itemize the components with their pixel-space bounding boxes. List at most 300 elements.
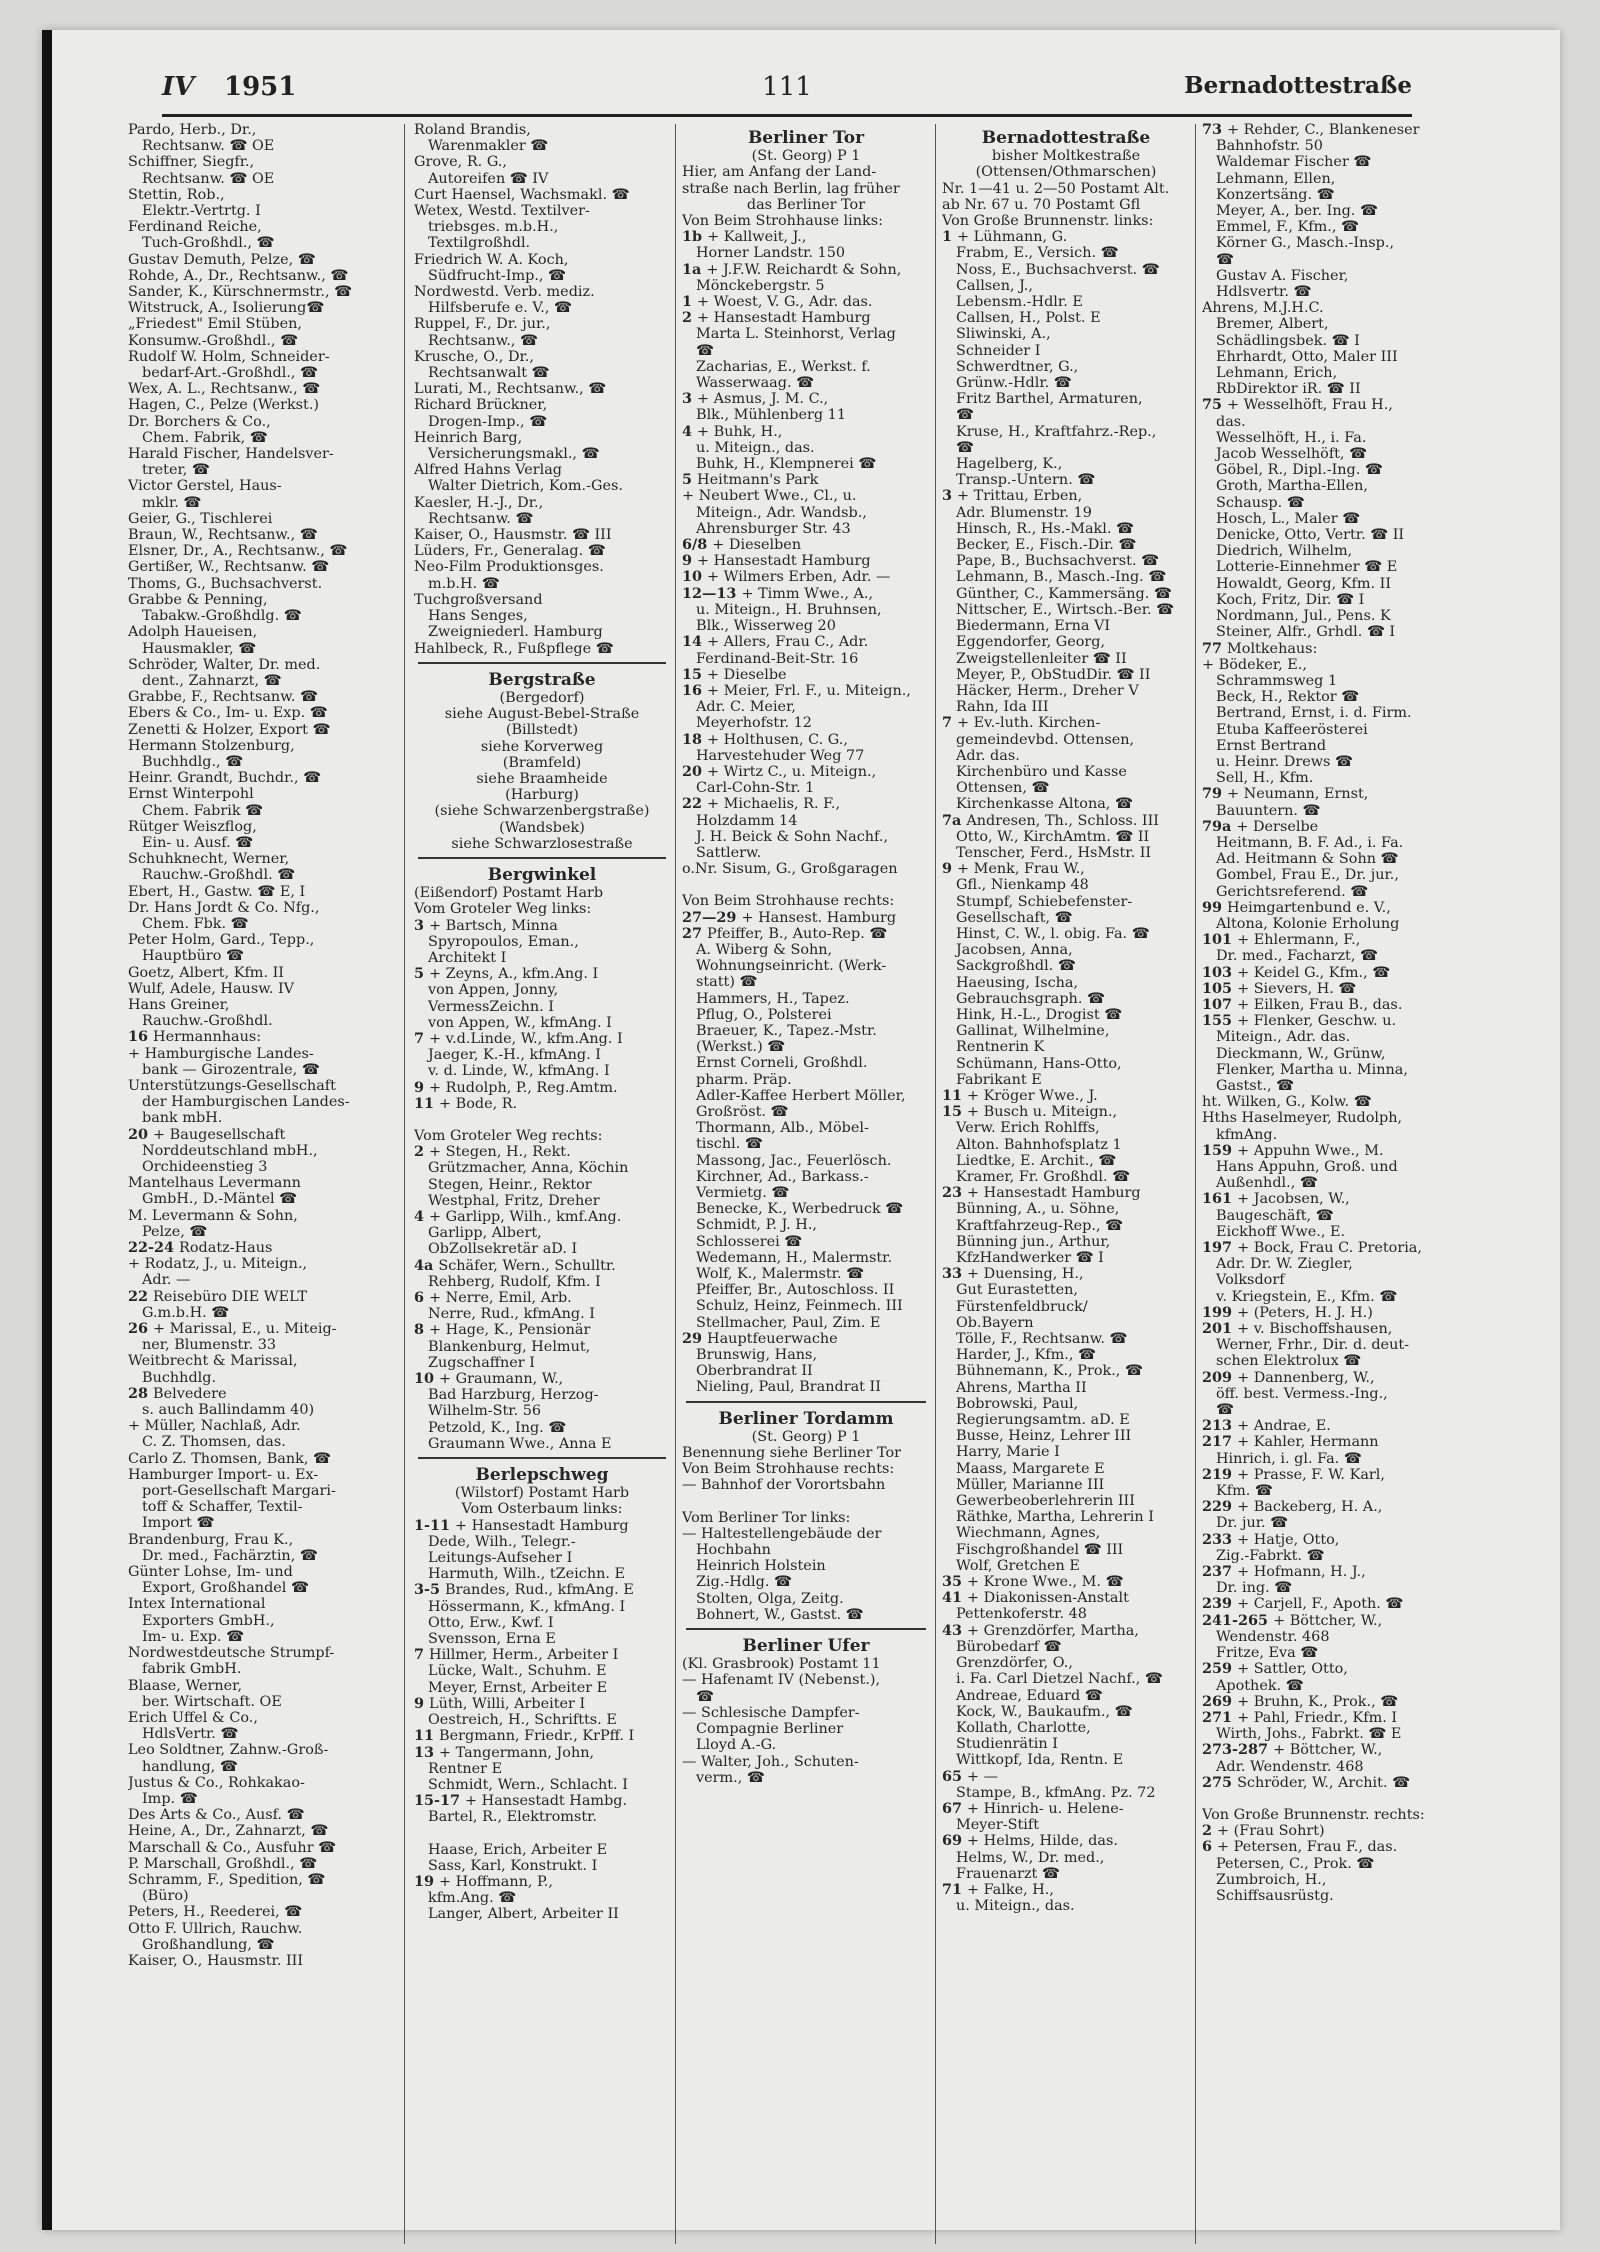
entry-continuation: Kramer, Fr. Großhdl. ☎ xyxy=(956,1169,1131,1185)
entry-continuation: Oberbrandrat II xyxy=(696,1363,813,1380)
entry-continuation: Thormann, Alb., Möbel- xyxy=(696,1120,869,1137)
house-number: 16 xyxy=(128,1029,154,1046)
house-number: 3 xyxy=(414,917,430,934)
entry-continuation: Kollath, Charlotte, xyxy=(956,1719,1091,1736)
directory-entry: Vom Berliner Tor links: xyxy=(682,1509,851,1526)
house-number-entry xyxy=(414,966,670,982)
entry-continuation: Zugschaffner I xyxy=(428,1354,535,1371)
street-subline: siehe Korverweg xyxy=(480,738,604,755)
entry-text: + Graumann, W., xyxy=(439,1371,564,1388)
section-rule xyxy=(418,662,666,664)
house-number: 197 xyxy=(1202,1240,1238,1257)
entry-continuation: Harry, Marie I xyxy=(956,1444,1060,1461)
entry-continuation: Schmidt, P. J. H., xyxy=(696,1217,817,1234)
directory-entry: Leo Soldtner, Zahnw.-Groß- xyxy=(128,1742,329,1759)
entry-continuation: u. Heinr. Drews ☎ xyxy=(1216,753,1353,770)
directory-entry: Nordwestd. Verb. mediz. xyxy=(414,284,595,301)
entry-continuation: Wendenstr. 468 xyxy=(1216,1628,1330,1645)
directory-entry: Grabbe & Penning, xyxy=(128,591,268,608)
directory-entry: + Hamburgische Landes- xyxy=(128,1045,314,1062)
house-number: 16 xyxy=(682,682,708,699)
street-subline: siehe Braamheide xyxy=(476,770,608,787)
house-number-entry xyxy=(1202,932,1452,948)
entry-continuation: Hagelberg, K., xyxy=(956,456,1063,473)
entry-continuation: Mönckebergstr. 5 xyxy=(696,277,825,294)
directory-entry: Witstruck, A., Isolierung☎ xyxy=(128,300,325,317)
house-number-entry xyxy=(1202,122,1452,138)
entry-continuation: m.b.H. ☎ xyxy=(428,575,500,592)
entry-text: + Hansest. Hamburg xyxy=(741,909,897,926)
entry-text: + Kröger Wwe., J. xyxy=(967,1087,1098,1104)
directory-entry: Dr. Hans Jordt & Co. Nfg., xyxy=(128,899,320,916)
entry-continuation: Orchideenstieg 3 xyxy=(142,1159,268,1175)
entry-text: + Bartsch, Minna xyxy=(429,917,558,934)
entry-continuation: Versicherungsmakl., ☎ xyxy=(428,446,600,463)
entry-continuation: Vermietg. ☎ xyxy=(696,1185,790,1201)
entry-continuation: Adr. — xyxy=(142,1272,191,1289)
house-number: 2 xyxy=(682,310,698,327)
house-number-entry xyxy=(942,861,1190,877)
directory-entry: Peters, H., Reederei, ☎ xyxy=(128,1904,303,1921)
column-3 xyxy=(682,122,930,2252)
entry-continuation: Ad. Heitmann & Sohn ☎ xyxy=(1216,851,1399,868)
entry-text: + Prasse, F. W. Karl, xyxy=(1237,1466,1385,1483)
entry-continuation: Chem. Fbk. ☎ xyxy=(142,915,249,932)
entry-continuation: Langer, Albert, Arbeiter II xyxy=(428,1906,619,1923)
entry-continuation: Hinsch, R., Hs.-Makl. ☎ xyxy=(956,520,1134,537)
entry-continuation: Adr. C. Meier, xyxy=(696,699,796,716)
entry-continuation: KfzHandwerker ☎ I xyxy=(956,1250,1104,1267)
house-number: 27—29 xyxy=(682,909,742,926)
directory-entry: Grabbe, F., Rechtsanw. ☎ xyxy=(128,689,318,706)
directory-entry: Krusche, O., Dr., xyxy=(414,348,534,365)
entry-text: + J.F.W. Reichardt & Sohn, xyxy=(706,261,902,278)
entry-continuation: Tenscher, Ferd., HsMstr. II xyxy=(956,844,1152,861)
directory-entry: Konsumw.-Großhdl., ☎ xyxy=(128,332,299,349)
entry-continuation: Benecke, K., Werbedruck ☎ xyxy=(696,1201,904,1218)
entry-continuation: Miteign., Adr. Wandsb., xyxy=(696,504,867,521)
entry-continuation: Buhk, H., Klempnerei ☎ xyxy=(696,456,877,473)
directory-entry: Stettin, Rob., xyxy=(128,186,225,203)
directory-entry: Brandenburg, Frau K., xyxy=(128,1531,294,1548)
house-number: 239 xyxy=(1202,1596,1238,1613)
entry-text: Heimgartenbund e. V., xyxy=(1227,899,1391,916)
street-subline: siehe August-Bebel-Straße xyxy=(444,706,640,723)
house-number-entry xyxy=(128,1127,398,1143)
entry-continuation: Rechtsanw. ☎ OE xyxy=(142,170,275,187)
entry-continuation: Tölle, F., Rechtsanw. ☎ xyxy=(956,1331,1128,1348)
entry-continuation: Zig.-Fabrkt. ☎ xyxy=(1216,1547,1325,1564)
entry-continuation: Adler-Kaffee Herbert Möller, xyxy=(696,1087,906,1104)
house-number: 18 xyxy=(682,731,708,748)
house-number: 3-5 xyxy=(414,1582,446,1599)
directory-entry: Hier, am Anfang der Land- xyxy=(682,164,877,181)
house-number-entry xyxy=(1202,900,1452,916)
entry-continuation: Adr. Dr. W. Ziegler, xyxy=(1216,1256,1353,1273)
entry-continuation: Großröst. ☎ xyxy=(696,1103,789,1120)
entry-continuation: Hauptbüro ☎ xyxy=(142,948,244,965)
entry-continuation: Otto, Erw., Kwf. I xyxy=(428,1614,554,1631)
house-number-entry xyxy=(942,1833,1190,1849)
directory-entry: M. Levermann & Sohn, xyxy=(128,1207,298,1224)
street-heading: Berliner Ufer xyxy=(742,1636,870,1657)
house-number-entry xyxy=(942,488,1190,504)
house-number-entry xyxy=(1202,397,1452,413)
entry-continuation: Räthke, Martha, Lehrerin I xyxy=(956,1509,1154,1526)
entry-continuation: Chem. Fabrik ☎ xyxy=(142,802,264,819)
house-number: 9 xyxy=(414,1079,430,1096)
entry-continuation: öff. best. Vermess.-Ing., xyxy=(1216,1385,1388,1402)
directory-entry: + Bödeker, E., xyxy=(1202,656,1307,673)
house-number-entry xyxy=(1202,1305,1452,1321)
entry-continuation: Alton. Bahnhofsplatz 1 xyxy=(956,1136,1122,1153)
house-number: 22 xyxy=(682,796,708,813)
house-number: 23 xyxy=(942,1185,968,1202)
entry-continuation: J. H. Beick & Sohn Nachf., xyxy=(696,828,889,845)
entry-continuation: treter, ☎ xyxy=(142,462,210,479)
column-divider xyxy=(675,124,676,2244)
entry-continuation: Petzold, K., Ing. ☎ xyxy=(428,1419,567,1436)
directory-entry: Friedrich W. A. Koch, xyxy=(414,251,569,268)
entry-continuation: Schädlingsbek. ☎ I xyxy=(1216,332,1360,349)
house-number-entry xyxy=(414,1728,670,1744)
entry-continuation: Petersen, C., Prok. ☎ xyxy=(1216,1855,1375,1872)
house-number-entry xyxy=(1202,1839,1452,1855)
entry-continuation: u. Miteign., H. Bruhnsen, xyxy=(696,601,882,618)
house-number-entry xyxy=(414,1793,670,1809)
house-number: 10 xyxy=(414,1371,440,1388)
house-number: 4 xyxy=(414,1209,430,1225)
directory-entry: Wetex, Westd. Textilver- xyxy=(414,203,590,220)
directory-entry: Nordwestdeutsche Strumpf- xyxy=(128,1645,335,1662)
directory-entry: Zenetti & Holzer, Export ☎ xyxy=(128,721,331,738)
house-number: 15 xyxy=(942,1104,968,1121)
entry-text: + Duensing, H., xyxy=(967,1266,1084,1283)
directory-entry: Schuhknecht, Werner, xyxy=(128,851,290,868)
entry-continuation: Lehmann, B., Masch.-Ing. ☎ xyxy=(956,569,1167,586)
entry-continuation: Rechtsanw. ☎ OE xyxy=(142,138,275,155)
directory-entry: Unterstützungs-Gesellschaft xyxy=(128,1077,336,1094)
column-divider xyxy=(1195,124,1196,2244)
house-number-entry xyxy=(682,553,930,569)
entry-continuation: Fritz Barthel, Armaturen, xyxy=(956,391,1143,408)
house-number-entry xyxy=(682,764,930,780)
directory-entry: „Friedest" Emil Stüben, xyxy=(128,316,302,333)
entry-text: + Michaelis, R. F., xyxy=(707,796,841,813)
entry-continuation: Gut Eurastetten, xyxy=(956,1282,1078,1299)
entry-continuation: Frabm, E., Versich. ☎ xyxy=(956,245,1119,262)
directory-entry: Hermann Stolzenburg, xyxy=(128,737,295,754)
year-label: 1951 xyxy=(224,72,297,102)
entry-continuation: Sliwinski, A., xyxy=(956,326,1051,343)
house-number: 7 xyxy=(414,1647,430,1664)
house-number-entry xyxy=(1202,1710,1452,1726)
entry-continuation: Hössermann, K., kfmAng. I xyxy=(428,1598,626,1615)
entry-continuation: C. Z. Thomsen, das. xyxy=(142,1434,286,1451)
street-subline: Vom Osterbaum links: xyxy=(461,1501,623,1518)
house-number-entry xyxy=(682,262,930,278)
directory-entry: Kaiser, O., Hausmstr. ☎ III xyxy=(414,527,612,544)
entry-continuation: Buchhdlg., ☎ xyxy=(142,753,244,770)
directory-entry: Ahrens, M.J.H.C. xyxy=(1202,300,1324,317)
entry-continuation: Emmel, F., Kfm., ☎ xyxy=(1216,219,1359,236)
house-number-entry xyxy=(942,1574,1190,1590)
entry-continuation: Architekt I xyxy=(428,949,507,966)
entry-continuation: Sass, Karl, Konstrukt. I xyxy=(428,1857,598,1874)
house-number: 2 xyxy=(414,1144,430,1161)
house-number: 4a xyxy=(414,1257,439,1274)
entry-text: Reisebüro DIE WELT xyxy=(153,1288,308,1305)
entry-text: Andresen, Th., Schloss. III xyxy=(966,812,1159,829)
entry-text: + Rehder, C., Blankeneser xyxy=(1227,122,1420,138)
directory-entry: Ebers & Co., Im- u. Exp. ☎ xyxy=(128,705,328,722)
entry-text: + Dieselbe xyxy=(707,666,787,683)
house-number: 10 xyxy=(682,569,708,586)
column-1 xyxy=(128,122,398,2252)
house-number-entry xyxy=(1202,1434,1452,1450)
directory-entry: Vom Groteler Weg links: xyxy=(414,901,592,918)
directory-entry: Vom Groteler Weg rechts: xyxy=(414,1127,603,1144)
entry-text: + Hofmann, H. J., xyxy=(1237,1564,1366,1581)
entry-continuation: pharm. Präp. xyxy=(696,1071,792,1088)
house-number-entry xyxy=(942,1104,1190,1120)
directory-entry: Erich Uffel & Co., xyxy=(128,1709,258,1726)
house-number: 269 xyxy=(1202,1693,1238,1710)
house-number: 79a xyxy=(1202,818,1237,835)
entry-continuation: Jaeger, K.-H., kfmAng. I xyxy=(428,1047,601,1064)
entry-continuation: Gustav A. Fischer, xyxy=(1216,267,1349,284)
street-subline: (Wilstorf) Postamt Harb xyxy=(454,1485,630,1502)
entry-continuation: RbDirektor iR. ☎ II xyxy=(1216,381,1361,398)
directory-entry: Victor Gerstel, Haus- xyxy=(128,478,282,495)
house-number: 26 xyxy=(128,1321,154,1338)
entry-continuation: Biedermann, Erna VI xyxy=(956,618,1111,635)
house-number-entry xyxy=(942,1801,1190,1817)
house-number-entry xyxy=(682,732,930,748)
entry-continuation: port-Gesellschaft Margari- xyxy=(142,1483,336,1500)
street-subline: das Berliner Tor xyxy=(746,196,866,213)
entry-text: Hauptfeuerwache xyxy=(707,1330,838,1347)
house-number-entry xyxy=(682,310,930,326)
entry-continuation: Oestreich, H., Schriftts. E xyxy=(428,1712,617,1729)
entry-continuation: Wolf, K., Malermstr. ☎ xyxy=(696,1266,865,1283)
street-subline: (Billstedt) xyxy=(505,722,579,739)
entry-continuation: Compagnie Berliner xyxy=(696,1721,844,1738)
directory-entry: — Haltestellengebäude der xyxy=(682,1525,882,1542)
entry-text: + Kallweit, J., xyxy=(707,229,807,246)
directory-entry: Grove, R. G., xyxy=(414,154,507,171)
entry-continuation: Frauenarzt ☎ xyxy=(956,1865,1060,1882)
house-number-entry xyxy=(414,1518,670,1534)
house-number-entry xyxy=(1202,1370,1452,1386)
house-number: 275 xyxy=(1202,1774,1238,1791)
entry-continuation: gemeindevbd. Ottensen, xyxy=(956,731,1135,748)
street-subline: (Bergedorf) xyxy=(499,689,585,706)
directory-entry: Elsner, Dr., A., Rechtsanw., ☎ xyxy=(128,543,348,560)
entry-continuation: bedarf-Art.-Großhdl., ☎ xyxy=(142,365,318,382)
entry-continuation: u. Miteign., das. xyxy=(696,439,815,456)
house-number: 69 xyxy=(942,1833,968,1850)
directory-entry: Goetz, Albert, Kfm. II xyxy=(128,964,284,981)
directory-entry: Hagen, C., Pelze (Werkst.) xyxy=(128,397,320,414)
entry-continuation: i. Fa. Carl Dietzel Nachf., ☎ xyxy=(956,1671,1163,1688)
entry-continuation: Tabakw.-Großhdlg. ☎ xyxy=(142,608,302,625)
entry-continuation: Rentner E xyxy=(428,1760,503,1777)
entry-continuation: Gesellschaft, ☎ xyxy=(956,909,1073,926)
house-number-entry xyxy=(682,391,930,407)
entry-continuation: Textilgroßhdl. xyxy=(428,235,531,252)
entry-continuation: von Appen, W., kfmAng. I xyxy=(428,1014,612,1031)
directory-entry: Wulf, Adele, Hausw. IV xyxy=(128,980,295,997)
entry-continuation: Stampe, B., kfmAng. Pz. 72 xyxy=(956,1784,1156,1801)
street-heading: Bergstraße xyxy=(488,669,596,690)
entry-continuation: Dr. med., Facharzt, ☎ xyxy=(1216,948,1378,965)
entry-continuation: Wittkopf, Ida, Rentn. E xyxy=(956,1752,1124,1769)
house-number-entry xyxy=(1202,1613,1452,1629)
entry-continuation: Stellmacher, Paul, Zim. E xyxy=(696,1314,881,1331)
entry-continuation: Schausp. ☎ xyxy=(1216,494,1305,511)
entry-text: Rodatz-Haus xyxy=(179,1240,273,1257)
house-number-entry xyxy=(414,1874,670,1890)
house-number: 237 xyxy=(1202,1564,1238,1581)
house-number: 1b xyxy=(682,229,708,246)
entry-continuation: mklr. ☎ xyxy=(142,494,202,511)
entry-continuation: Ehrhardt, Otto, Maler III xyxy=(1216,348,1398,365)
entry-text: + Woest, V. G., Adr. das. xyxy=(697,294,873,311)
street-heading: Berliner Tor xyxy=(747,128,865,148)
entry-continuation: Callsen, H., Polst. E xyxy=(956,310,1101,327)
house-number-entry xyxy=(1202,1321,1452,1337)
entry-continuation: Grenzdörfer, O., xyxy=(956,1655,1073,1672)
entry-continuation: bank mbH. xyxy=(142,1110,223,1127)
house-number: 99 xyxy=(1202,899,1228,916)
directory-entry: Rohde, A., Dr., Rechtsanw., ☎ xyxy=(128,267,349,284)
entry-text: + Hansestadt Hamburg xyxy=(455,1517,629,1534)
entry-continuation: Nordmann, Jul., Pens. K xyxy=(1216,608,1391,625)
entry-continuation: verm., ☎ xyxy=(696,1769,765,1786)
entry-continuation: triebsges. m.b.H., xyxy=(428,219,559,236)
entry-continuation: Hausmakler, ☎ xyxy=(142,640,257,657)
directory-entry xyxy=(682,1494,930,1510)
directory-entry: Heinrich Barg, xyxy=(414,429,523,446)
entry-continuation: Hans Senges, xyxy=(428,608,528,625)
directory-entry: Neo-Film Produktionsges. xyxy=(414,559,604,576)
entry-text: Hermannhaus: xyxy=(153,1029,262,1046)
house-number-entry xyxy=(1202,1596,1452,1612)
entry-continuation: Steiner, Alfr., Grhdl. ☎ I xyxy=(1216,624,1396,641)
entry-continuation: Wilhelm-Str. 56 xyxy=(428,1403,542,1420)
entry-continuation: Callsen, J., xyxy=(956,277,1033,294)
house-number: 43 xyxy=(942,1622,968,1639)
house-number: 213 xyxy=(1202,1418,1238,1435)
directory-entry: Roland Brandis, xyxy=(414,122,531,138)
entry-continuation: Carl-Cohn-Str. 1 xyxy=(696,780,815,797)
entry-text: + Baugesellschaft xyxy=(153,1126,286,1143)
directory-entry: Lüders, Fr., Generalag. ☎ xyxy=(414,543,606,560)
entry-continuation: Exporters GmbH., xyxy=(142,1612,275,1629)
entry-continuation: ☎ xyxy=(1216,1402,1234,1419)
house-number: 209 xyxy=(1202,1369,1238,1386)
house-number-entry xyxy=(1202,1661,1452,1677)
house-number-entry xyxy=(1202,1694,1452,1710)
entry-continuation: (Büro) xyxy=(142,1888,189,1905)
entry-continuation: Koch, Fritz, Dir. ☎ I xyxy=(1216,591,1365,608)
directory-entry: Wex, A. L., Rechtsanw., ☎ xyxy=(128,381,321,398)
directory-entry: Kaiser, O., Hausmstr. III xyxy=(128,1952,304,1969)
entry-continuation: Blankenburg, Helmut, xyxy=(428,1338,591,1355)
house-number-entry xyxy=(682,667,930,683)
house-number: 273-287 xyxy=(1202,1742,1274,1759)
entry-continuation: (Werkst.) ☎ xyxy=(696,1039,786,1056)
entry-continuation: Kock, W., Baukaufm., ☎ xyxy=(956,1703,1133,1720)
house-number-entry xyxy=(1202,1742,1452,1758)
entry-continuation: s. auch Ballindamm 40) xyxy=(142,1402,315,1419)
entry-continuation: Miteign., Adr. das. xyxy=(1216,1029,1351,1046)
directory-entry: Justus & Co., Rohkakao- xyxy=(128,1774,305,1791)
entry-text: + Eilken, Frau B., das. xyxy=(1237,996,1403,1013)
house-number: 22 xyxy=(128,1288,154,1305)
entry-text: + Menk, Frau W., xyxy=(957,861,1085,878)
house-number-entry xyxy=(942,1266,1190,1282)
entry-continuation: Volksdorf xyxy=(1216,1272,1285,1289)
directory-entry: Ernst Winterpohl xyxy=(128,786,254,803)
entry-continuation: Tuch-Großhdl., ☎ xyxy=(142,235,275,252)
volume-label: IV xyxy=(162,72,195,102)
entry-continuation: Meyer, P., ObStudDir. ☎ II xyxy=(956,666,1151,683)
directory-entry: Thoms, G., Buchsachverst. xyxy=(128,575,323,592)
column-4 xyxy=(942,122,1190,2252)
entry-continuation: Harmuth, Wilh., tZeichn. E xyxy=(428,1566,626,1583)
entry-continuation: Rentnerin K xyxy=(956,1039,1045,1056)
directory-entry: Tuchgroßversand xyxy=(414,591,543,608)
entry-text: Schröder, W., Archit. ☎ xyxy=(1237,1774,1411,1791)
directory-entry: — Hafenamt IV (Nebenst.), xyxy=(682,1672,881,1689)
house-number-entry xyxy=(1202,1013,1452,1029)
entry-continuation: Häcker, Herm., Dreher V xyxy=(956,682,1139,699)
house-number: 6 xyxy=(414,1290,430,1307)
entry-continuation: Schneider I xyxy=(956,342,1041,359)
entry-continuation: Bünning jun., Arthur, xyxy=(956,1233,1111,1250)
house-number: 229 xyxy=(1202,1499,1238,1516)
entry-continuation: Autoreifen ☎ IV xyxy=(428,170,549,187)
entry-continuation: Garlipp, Albert, xyxy=(428,1225,542,1242)
entry-continuation: Meyer, A., ber. Ing. ☎ xyxy=(1216,203,1378,220)
entry-text: + Bock, Frau C. Pretoria, xyxy=(1237,1240,1422,1257)
entry-continuation: Fabrikant E xyxy=(956,1071,1042,1088)
entry-continuation: Dr. ing. ☎ xyxy=(1216,1580,1293,1597)
entry-continuation: Im- u. Exp. ☎ xyxy=(142,1628,245,1645)
entry-text: Heitmann's Park xyxy=(697,472,819,489)
house-number: 8 xyxy=(414,1322,430,1339)
entry-text: + Ehlermann, F., xyxy=(1237,932,1361,949)
entry-continuation: Hinst, C. W., l. obig. Fa. ☎ xyxy=(956,925,1150,942)
entry-text: + Böttcher, W., xyxy=(1273,1612,1383,1629)
entry-text: + Carjell, F., Apoth. ☎ xyxy=(1237,1596,1404,1613)
entry-text: + Rudolph, P., Reg.Amtm. xyxy=(429,1079,618,1096)
house-number: 271 xyxy=(1202,1709,1238,1726)
entry-continuation: Ferdinand-Beit-Str. 16 xyxy=(696,650,859,667)
entry-text: + Grenzdörfer, Martha, xyxy=(967,1622,1139,1639)
directory-entry: Harald Fischer, Handelsver- xyxy=(128,446,334,463)
house-number-entry xyxy=(414,1647,670,1663)
house-number-entry xyxy=(682,294,930,310)
house-number-entry xyxy=(682,569,930,585)
column-5 xyxy=(1202,122,1452,2252)
house-number-entry xyxy=(682,1331,930,1347)
entry-continuation: Flenker, Martha u. Minna, xyxy=(1216,1061,1408,1078)
entry-continuation: statt) ☎ xyxy=(696,974,758,991)
entry-continuation: Adr. das. xyxy=(956,747,1020,764)
